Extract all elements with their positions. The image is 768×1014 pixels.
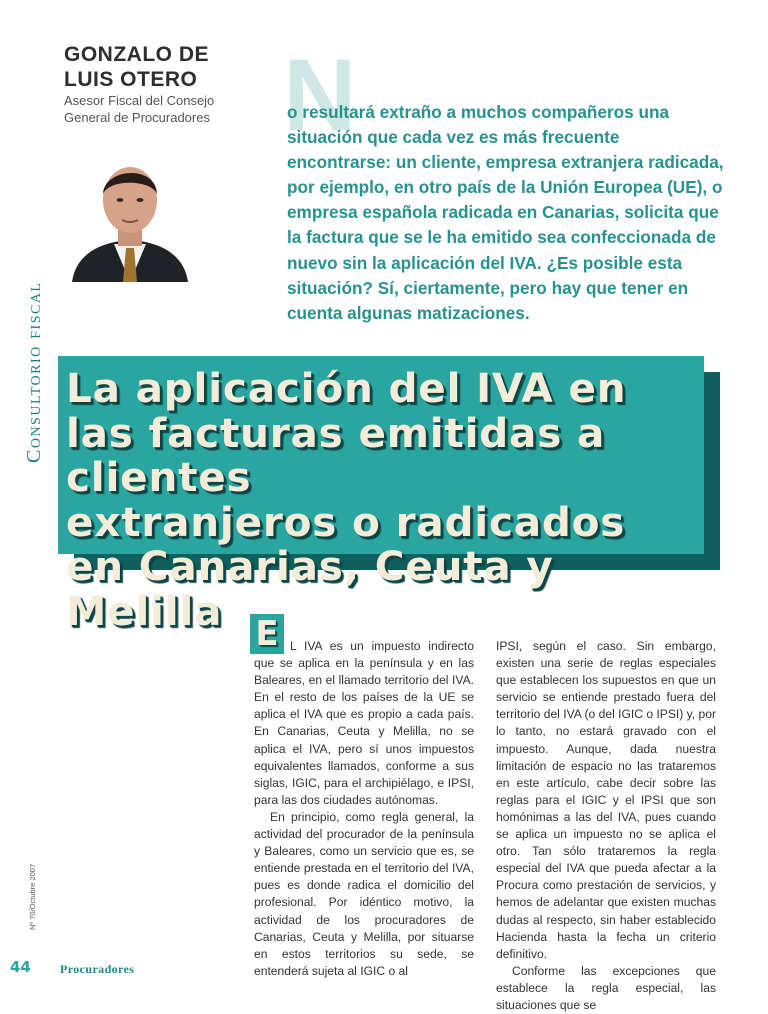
author-photo [64,150,196,282]
title-line: La aplicación del IVA en [66,364,627,412]
body-paragraph: L IVA es un impuesto indirecto que se aplica en la península y en las Baleares, en el llamado territorio del IVA. En el resto de los países de la UE se aplica el IVA que es propio a cada país. En Canarias, Ceuta y Melilla, no se aplica el IVA, pero sí unos impuestos equivalentes llamados, conforme a sus siglas, IGIC, para el archipiélago, e IPSI, para las dos ciudades autónomas. [254,639,474,807]
lead-initial: N [283,38,357,152]
title-line: en Canarias, Ceuta y Melilla [66,542,554,635]
article-title [66,366,706,633]
drop-cap: E [250,614,284,654]
magazine-logo [60,962,134,977]
body-paragraph: IPSI, según el caso. Sin embargo, existen una serie de reglas especiales que establecen los supuestos en que un servicio se entiende prestado fuera del territorio del IVA (o del IGIC o IPSI) y, por lo tanto, no estará gravado con el impuesto. Aunque, dada nuestra limitación de espacio no las trataremos en este artículo, cabe decir sobre las reglas para el IGIC y el IPSI que son homónimas a las del IVA, pues cuando se aplica un impuesto no se aplica el otro. Tan sólo trataremos la regla especial del IVA que pueda afectar a la Procura como prestación de servicios, y hemos de adelantar que existen muchas dudas al respecto, sin haber establecido Hacienda hasta la fecha un criterio definitivo. [496,639,717,961]
side-margin [0,0,38,994]
author-name: GONZALO DE LUIS OTERO [64,43,209,91]
page-number: 44 [10,958,31,976]
title-line: extranjeros o radicados [66,497,626,546]
lead-paragraph: o resultará extraño a muchos compañeros una situación que cada vez es más frecuente encontrarse: un cliente, empresa extranjera radicada, por ejemplo, en otro país de la Unión Europea (UE), o empresa española radicada en Canarias, solicita que la factura que se le ha emitido sea confeccionada de nuevo sin la aplicación del IVA. ¿Es posible esta situación? Sí, ciertamente, pero hay que tener en cuenta algunas matizaciones. [287,102,724,323]
body-paragraph: Conforme las excepciones que establece la regla especial, las situaciones que se [496,963,716,1012]
author-role: Asesor Fiscal del Consejo General de Procuradores [64,93,215,125]
title-line: las facturas emitidas a clientes [66,408,606,501]
issue-label: Nº 70/Octubre 2007 [28,863,37,930]
body-paragraph: En principio, como regla general, la actividad del procurador de la península y Baleares, como un servicio que es, se entiende prestada en el territorio del IVA, pues es donde radica el domicilio del profesional. Por idéntico motivo, la actividad de los procuradores de Canarias, Ceuta y Melilla, por situarse en estos territorios su sede, se entenderá sujeta al IGIC o al [254,809,474,978]
body-column-2 [496,638,716,1014]
section-label: Consultorio fiscal [23,281,45,463]
logo-text: Procuradores [60,962,135,976]
body-column-1 [254,638,474,980]
